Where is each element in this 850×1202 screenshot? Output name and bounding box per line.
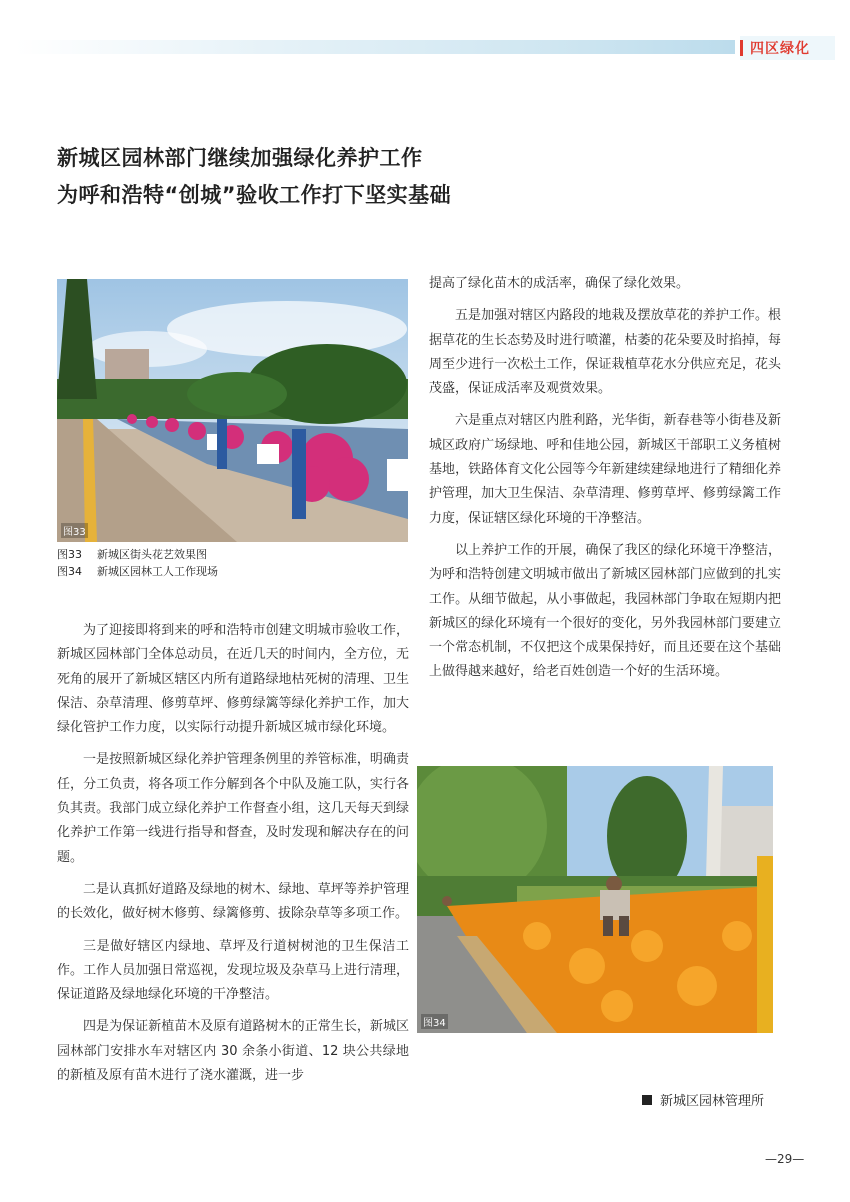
author-name: 新城区园林管理所 <box>660 1094 765 1109</box>
figure-33-street-flowers <box>57 279 408 542</box>
figure-34-gardener-at-work <box>417 766 773 1033</box>
left-text-column <box>57 619 409 1088</box>
article-title <box>57 140 451 214</box>
caption-number: 图34 <box>57 565 82 578</box>
author-byline <box>642 1090 764 1109</box>
caption-text: 新城区街头花艺效果图 <box>97 548 207 561</box>
right-text-column <box>429 272 781 685</box>
caption-34 <box>57 563 218 580</box>
page-number: —29— <box>765 1152 805 1166</box>
gardener-image <box>417 766 773 1033</box>
figure-33-label: 图33 <box>61 523 88 538</box>
paragraph: 一是按照新城区绿化养护管理条例里的养管标准，明确责任，分工负责，将各项工作分解到各个中队及施工队，实行各负其责。我部门成立绿化养护工作督查小组，这几天每天到绿化养护工作第一线进行指导和督查，及时发现和解决存在的问题。 <box>57 752 409 865</box>
paragraph: 为了迎接即将到来的呼和浩特市创建文明城市验收工作，新城区园林部门全体总动员，在近几天的时间内，全方位，无死角的展开了新城区辖区内所有道路绿地枯死树的清理、卫生保洁、杂草清理、修剪草坪、修剪绿篱等绿化养护工作，加大绿化管护工作力度，以实际行动提升新城区城市绿化环境。 <box>57 623 409 736</box>
caption-number: 图33 <box>57 548 82 561</box>
paragraph: 五是加强对辖区内路段的地栽及摆放草花的养护工作。根据草花的生长态势及时进行喷灌，枯萎的花朵要及时掐掉，每周至少进行一次松土工作，保证栽植草花水分供应充足，花头茂盛，保证成活率及观赏效果。 <box>429 308 781 397</box>
street-flowers-image <box>57 279 408 542</box>
figure-34-label: 图34 <box>421 1014 448 1029</box>
paragraph: 四是为保证新植苗木及原有道路树木的正常生长，新城区园林部门安排水车对辖区内 30 余条小街道、12 块公共绿地的新植及原有苗木进行了浇水灌溉，进一步 <box>57 1019 409 1084</box>
paragraph: 二是认真抓好道路及绿地的树木、绿地、草坪等养护管理的长效化，做好树木修剪、绿篱修剪、拔除杂草等多项工作。 <box>57 881 409 922</box>
header-decor-band <box>15 40 735 54</box>
paragraph: 以上养护工作的开展，确保了我区的绿化环境干净整洁，为呼和浩特创建文明城市做出了新城区园林部门应做到的扎实工作。从细节做起，从小事做起，我园林部门争取在短期内把新城区的绿化环境有一个很好的变化，另外我园林部门要建立一个常态机制，不仅把这个成果保持好，而且还要在这个基础上做得越来越好，给老百姓创造一个好的生活环境。 <box>429 542 781 680</box>
title-line-1: 新城区园林部门继续加强绿化养护工作 <box>57 146 423 170</box>
caption-33 <box>57 546 218 563</box>
figure-captions <box>57 546 218 580</box>
paragraph: 提高了绿化苗木的成活率，确保了绿化效果。 <box>429 276 690 291</box>
caption-text: 新城区园林工人工作现场 <box>97 565 218 578</box>
byline-square-icon <box>642 1095 652 1105</box>
paragraph: 六是重点对辖区内胜利路，光华街，新春巷等小街巷及新城区政府广场绿地、呼和佳地公园，新城区干部职工义务植树基地，铁路体育文化公园等今年新建续建绿地进行了精细化养护管理，加大卫生保洁、杂草清理、修剪草坪、修剪绿篱工作力度，保证辖区绿化环境的干净整洁。 <box>429 413 781 526</box>
section-tag-marker <box>740 40 743 56</box>
paragraph: 三是做好辖区内绿地、草坪及行道树树池的卫生保洁工作。工作人员加强日常巡视，发现垃圾及杂草马上进行清理，保证道路及绿地绿化环境的干净整洁。 <box>57 938 409 1003</box>
section-tag: 四区绿化 <box>750 41 810 57</box>
title-line-2: 为呼和浩特“创城”验收工作打下坚实基础 <box>57 183 452 207</box>
